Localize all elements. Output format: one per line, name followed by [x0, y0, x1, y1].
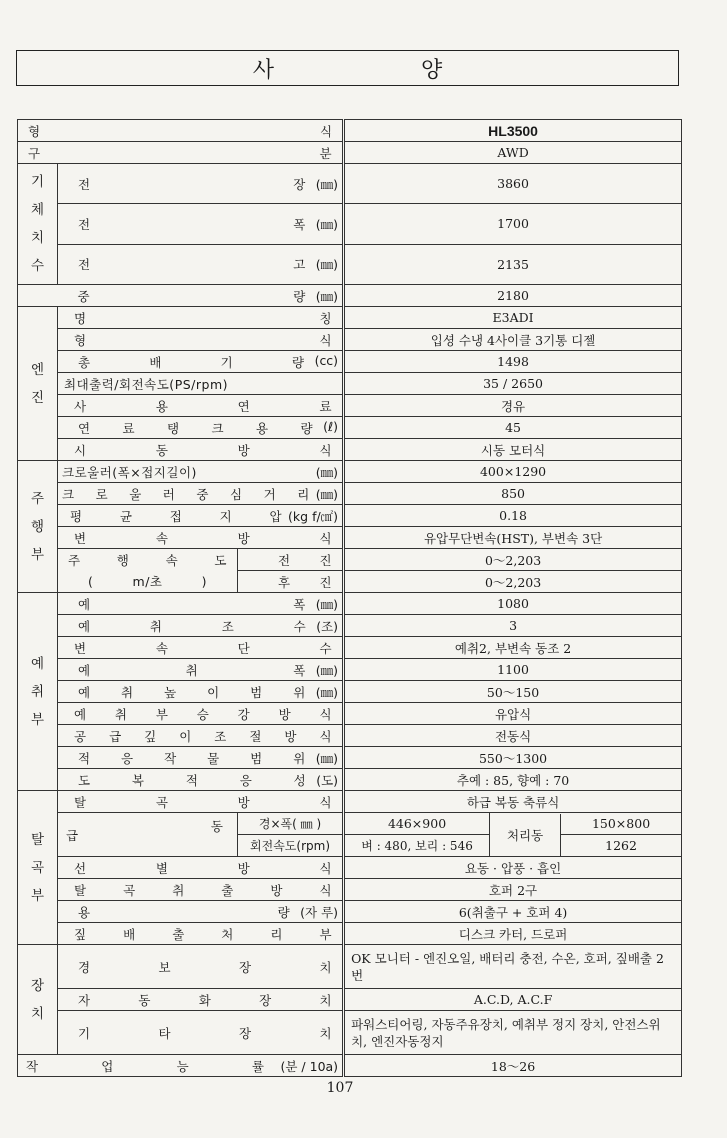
- table-row: [18, 549, 682, 571]
- table-row: [18, 505, 682, 527]
- geupdong-rpm-value: 벼 : 480, 보리 : 546: [344, 835, 490, 857]
- spec-value: 입셩 수냉 4사이클 3기통 디젤: [344, 329, 682, 351]
- spec-unit: (㎜): [315, 750, 339, 766]
- gubun-label: 구 분: [18, 142, 344, 164]
- geupdong-label-a: 급: [58, 813, 188, 857]
- table-row: [18, 571, 682, 593]
- table-row: [18, 769, 682, 791]
- spec-value: 시동 모터식: [344, 439, 682, 461]
- table-row: [18, 483, 682, 505]
- table-row: [18, 307, 682, 329]
- group-yechwi: 예 취 부: [18, 593, 58, 791]
- spec-unit: (㎜): [315, 257, 339, 273]
- group-talgok: 탈 곡 부: [18, 791, 58, 945]
- table-row: [18, 703, 682, 725]
- table-row: [18, 373, 682, 395]
- spec-label: 시 동 방 식: [58, 439, 344, 461]
- spec-unit: (㎜): [315, 288, 339, 304]
- header-label-last: 식: [319, 123, 333, 139]
- spec-label-cell: [58, 769, 344, 791]
- header-label-cell: [18, 120, 344, 142]
- spec-label: 작 업 능 률: [26, 1058, 265, 1074]
- spec-label: 최대출력/회전속도(PS/rpm): [58, 373, 344, 395]
- spec-label: 변 속 방 식: [58, 527, 344, 549]
- spec-value: 2135: [344, 244, 682, 284]
- spec-value: 850: [344, 483, 682, 505]
- table-row: [18, 142, 682, 164]
- spec-label: 기 타 장 치: [58, 1011, 344, 1055]
- table-row: [18, 527, 682, 549]
- table-row: [18, 945, 682, 989]
- spec-unit: (㎜): [315, 662, 339, 678]
- spec-unit: (㎜): [315, 596, 339, 612]
- table-row: [18, 637, 682, 659]
- spec-label-cell: [58, 681, 344, 703]
- table-row: [18, 1011, 682, 1055]
- spec-value: 하급 복동 축류식: [344, 791, 682, 813]
- spec-unit: (㎜): [315, 176, 339, 192]
- spec-unit: (cc): [314, 352, 339, 368]
- spec-label: 적 응 작 물 범 위: [78, 750, 306, 766]
- table-row: [18, 395, 682, 417]
- model-name: HL3500: [344, 120, 682, 142]
- spec-value: 0.18: [344, 505, 682, 527]
- spec-label-cell: [58, 615, 344, 637]
- spec-label: 예 취 폭: [78, 662, 306, 678]
- spec-label: 용 량: [78, 904, 291, 920]
- spec-value: 추예 : 85, 향예 : 70: [344, 769, 682, 791]
- table-row: [18, 681, 682, 703]
- speed-reverse-value: 0～2,203: [344, 571, 682, 593]
- table-row: [18, 879, 682, 901]
- table-row: [18, 417, 682, 439]
- spec-unit: (조): [316, 618, 339, 634]
- spec-unit: (ℓ): [323, 418, 339, 434]
- spec-unit: (㎜): [315, 684, 339, 700]
- spec-value: 1080: [344, 593, 682, 615]
- spec-value: 경유: [344, 395, 682, 417]
- table-row: [18, 725, 682, 747]
- spec-unit: (㎜): [315, 464, 339, 480]
- speed-reverse-label: 후 진: [238, 571, 344, 593]
- speed-label-bottom: ( m/초 ): [58, 571, 238, 593]
- spec-label: 평 균 접 지 압: [70, 508, 283, 524]
- group-gichechisu: 기 체 치 수: [18, 164, 58, 285]
- table-row: [18, 329, 682, 351]
- spec-value: 400×1290: [344, 461, 682, 483]
- spec-value: OK 모니터 - 엔진오일, 배터리 충전, 수온, 호퍼, 짚배출 2번: [344, 945, 682, 989]
- cheoridong-rpm: 1262: [605, 837, 637, 853]
- table-row: [18, 164, 682, 204]
- spec-label: 전 폭: [78, 216, 306, 232]
- spec-label: 짚 배 출 처 리 부: [58, 923, 344, 945]
- spec-unit: (분 / 10a): [280, 1058, 339, 1074]
- page-number: 107: [326, 1080, 354, 1096]
- spec-label-cell: [58, 483, 344, 505]
- spec-value: 2180: [344, 285, 682, 307]
- spec-value: 3860: [344, 164, 682, 204]
- spec-value: 유압무단변속(HST), 부변속 3단: [344, 527, 682, 549]
- spec-label: 선 별 방 식: [58, 857, 344, 879]
- spec-label-cell: [18, 1055, 344, 1077]
- spec-unit: (자 루): [300, 904, 339, 920]
- spec-value: 550～1300: [344, 747, 682, 769]
- spec-label: 총 배 기 량: [78, 354, 305, 370]
- table-row: [18, 285, 682, 307]
- spec-unit: (㎜): [315, 486, 339, 502]
- spec-label: 크로울러(폭×접지길이): [62, 464, 197, 480]
- spec-value: 1498: [344, 351, 682, 373]
- spec-label: 예 취 높 이 범 위: [78, 684, 306, 700]
- spec-value: 18～26: [344, 1055, 682, 1077]
- cheoridong-cell: [490, 813, 682, 857]
- spec-label-cell: [58, 204, 344, 244]
- spec-label: 중 량: [77, 288, 306, 304]
- table-row: [18, 120, 682, 142]
- spec-label: 공 급 깊 이 조 절 방 식: [58, 725, 344, 747]
- cheoridong-label: 처리동: [490, 814, 561, 856]
- speed-forward-value: 0～2,203: [344, 549, 682, 571]
- spec-label: 예 폭: [78, 596, 306, 612]
- spec-label-cell: [58, 505, 344, 527]
- spec-label-cell: [58, 285, 344, 307]
- spec-label: 연 료 탱 크 용 량: [78, 420, 314, 436]
- geupdong-size-label: 경×폭( ㎜ ): [238, 813, 344, 835]
- table-row: [18, 439, 682, 461]
- spec-unit: (kg f/㎠): [288, 508, 339, 524]
- spec-label: 사 용 연 료: [58, 395, 344, 417]
- table-row: [18, 857, 682, 879]
- spec-value: 50～150: [344, 681, 682, 703]
- table-row: [18, 901, 682, 923]
- table-row: [18, 615, 682, 637]
- spec-label: 예 취 조 수: [78, 618, 307, 634]
- header-label-first: 형: [28, 123, 41, 139]
- table-row: [18, 204, 682, 244]
- spec-label-cell: [58, 164, 344, 204]
- spec-label: 변 속 단 수: [58, 637, 344, 659]
- spec-value: E3ADI: [344, 307, 682, 329]
- speed-forward-label: 전 진: [238, 549, 344, 571]
- spec-label: 명 칭: [58, 307, 344, 329]
- spec-label: 크 로 울 러 중 심 거 리: [62, 486, 310, 502]
- speed-label-top: 주 행 속 도: [58, 549, 238, 571]
- table-row: [18, 813, 682, 835]
- cheoridong-size: 150×800: [561, 814, 681, 836]
- table-row: [18, 659, 682, 681]
- spec-label: 전 장: [78, 176, 306, 192]
- spec-value: 디스크 카터, 드로퍼: [344, 923, 682, 945]
- spec-value: 유압식: [344, 703, 682, 725]
- spec-label-cell: [58, 351, 344, 373]
- spec-label-cell: [58, 747, 344, 769]
- spec-value: 45: [344, 417, 682, 439]
- blank-cell: [18, 285, 58, 307]
- table-row: [18, 461, 682, 483]
- spec-label: 탈 곡 취 출 방 식: [58, 879, 344, 901]
- geupdong-size-value: 446×900: [344, 813, 490, 835]
- spec-unit: (도): [316, 772, 339, 788]
- spec-value: 요동 · 압풍 · 흡인: [344, 857, 682, 879]
- page-title: 사 양: [16, 50, 679, 86]
- spec-value: 6(취출구 + 호퍼 4): [344, 901, 682, 923]
- spec-label: 도 복 적 응 성: [78, 772, 307, 788]
- spec-label-cell: [58, 901, 344, 923]
- table-row: [18, 593, 682, 615]
- geupdong-rpm-label: 회전속도(rpm): [238, 835, 344, 857]
- spec-label: 경 보 장 치: [58, 945, 344, 989]
- group-juhaeng: 주 행 부: [18, 461, 58, 593]
- spec-value: 호퍼 2구: [344, 879, 682, 901]
- table-row: [18, 989, 682, 1011]
- spec-label: 탈 곡 방 식: [58, 791, 344, 813]
- gubun-value: AWD: [344, 142, 682, 164]
- spec-label-cell: [58, 461, 344, 483]
- spec-value: 35 / 2650: [344, 373, 682, 395]
- table-row: [18, 244, 682, 284]
- table-row: [18, 1055, 682, 1077]
- table-row: [18, 747, 682, 769]
- group-engine: 엔 진: [18, 307, 58, 461]
- spec-label-cell: [58, 244, 344, 284]
- spec-value: 1700: [344, 204, 682, 244]
- table-row: [18, 351, 682, 373]
- spec-unit: (㎜): [315, 216, 339, 232]
- spec-label-cell: [58, 659, 344, 681]
- spec-value: 전동식: [344, 725, 682, 747]
- table-row: [18, 791, 682, 813]
- spec-value: 파워스티어링, 자동주유장치, 예취부 정지 장치, 안전스위치, 엔진자동정지: [344, 1011, 682, 1055]
- spec-value: 1100: [344, 659, 682, 681]
- spec-value: 3: [344, 615, 682, 637]
- spec-label-cell: [58, 417, 344, 439]
- spec-label: 자 동 화 장 치: [58, 989, 344, 1011]
- spec-label-cell: [58, 593, 344, 615]
- spec-value: 예취2, 부변속 동조 2: [344, 637, 682, 659]
- group-jangchi: 장 치: [18, 945, 58, 1055]
- table-row: [18, 923, 682, 945]
- spec-value: A.C.D, A.C.F: [344, 989, 682, 1011]
- geupdong-label-b: 동: [188, 813, 238, 857]
- spec-label: 예 취 부 승 강 방 식: [58, 703, 344, 725]
- spec-label: 형 식: [58, 329, 344, 351]
- spec-table: [17, 119, 682, 1077]
- spec-label: 전 고: [78, 257, 306, 273]
